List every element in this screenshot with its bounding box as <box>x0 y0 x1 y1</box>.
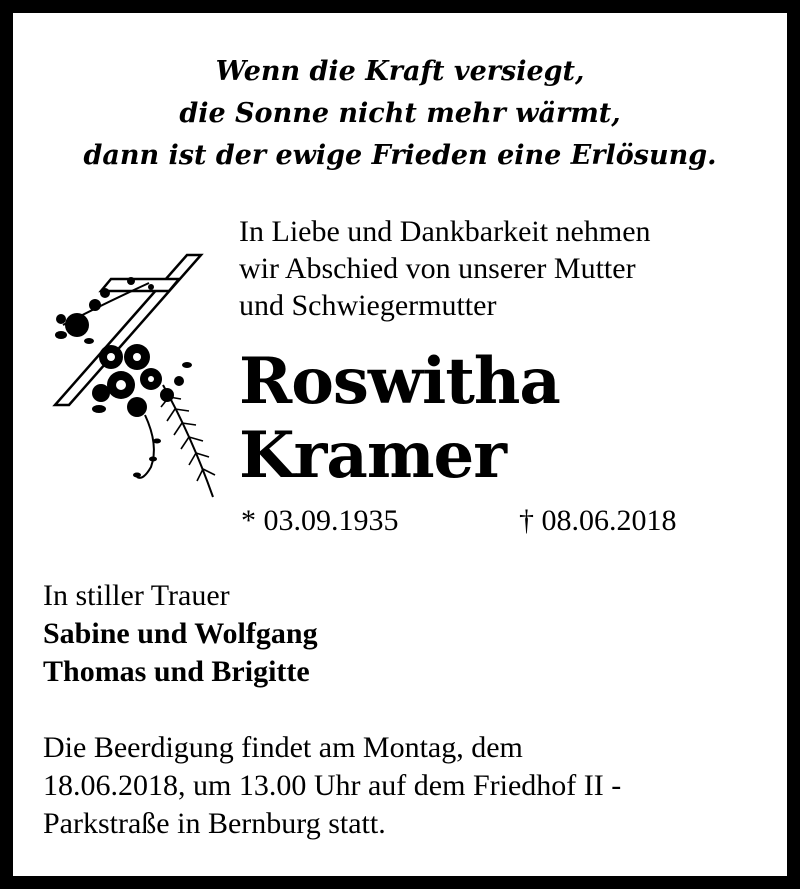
farewell-intro <box>239 213 779 324</box>
deceased-name <box>239 345 560 493</box>
deceased-first-name: Roswitha <box>239 344 560 419</box>
cross-with-roses-icon <box>41 245 231 505</box>
death-date: † 08.06.2018 <box>519 504 677 537</box>
funeral-line-3: Parkstraße in Bernburg statt. <box>43 807 386 840</box>
mourners-block <box>43 577 318 691</box>
verse-line-3: dann ist der ewige Frieden eine Erlösung. <box>83 140 717 171</box>
intro-line-1: In Liebe und Dankbarkeit nehmen <box>239 215 651 248</box>
funeral-line-2: 18.06.2018, um 13.00 Uhr auf dem Friedhof II - <box>43 769 622 802</box>
memorial-verse <box>13 51 787 177</box>
intro-line-3: und Schwiegermutter <box>239 289 497 322</box>
mourners-heading: In stiller Trauer <box>43 579 230 612</box>
mourner-name: Thomas und Brigitte <box>43 655 310 688</box>
deceased-last-name: Kramer <box>239 418 506 493</box>
verse-line-1: Wenn die Kraft versiegt, <box>215 56 585 87</box>
verse-line-2: die Sonne nicht mehr wärmt, <box>179 98 621 129</box>
mourner-name: Sabine und Wolfgang <box>43 617 318 650</box>
funeral-line-1: Die Beerdigung findet am Montag, dem <box>43 731 523 764</box>
birth-date: * 03.09.1935 <box>241 504 399 537</box>
funeral-details <box>43 729 621 843</box>
intro-line-2: wir Abschied von unserer Mutter <box>239 252 636 285</box>
